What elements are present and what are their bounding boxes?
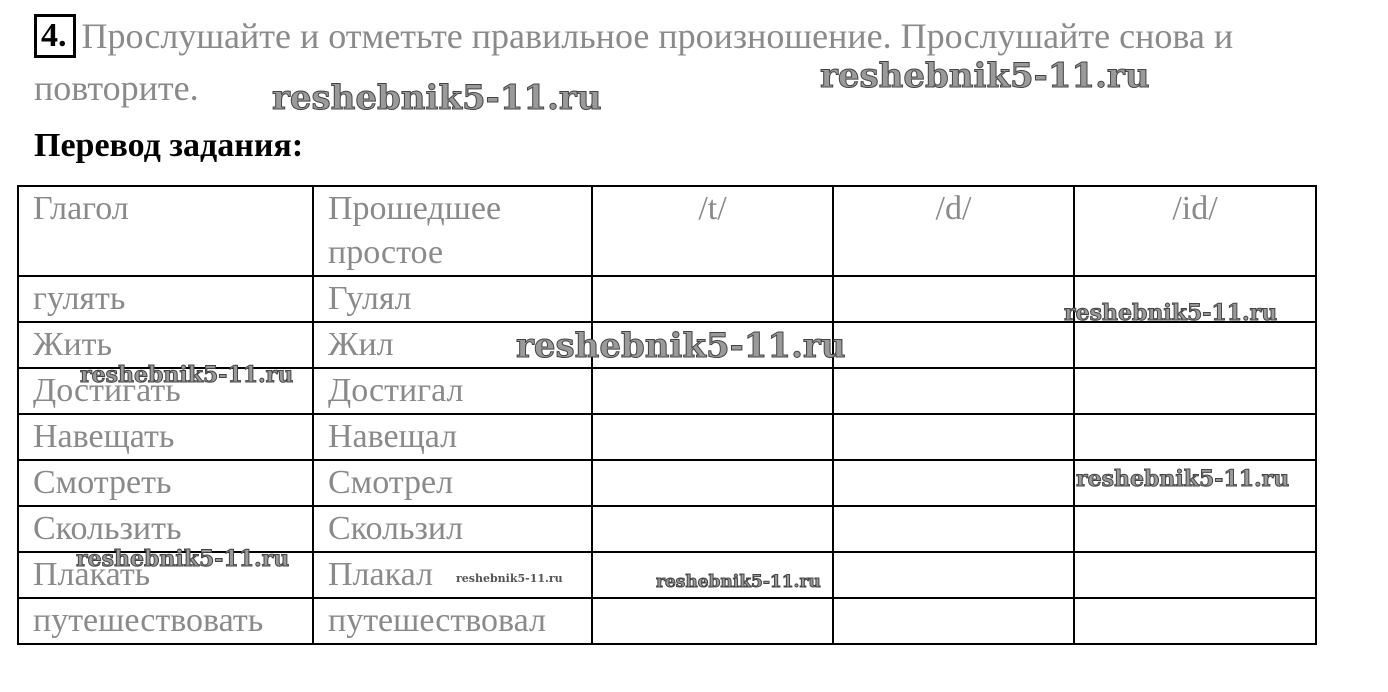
task-number-badge: 4.	[34, 14, 76, 58]
watermark: reshebnik5-11.ru	[656, 572, 821, 592]
watermark: reshebnik5-11.ru	[76, 546, 290, 572]
past-cell: Смотрел	[313, 460, 592, 506]
past-cell: Достигал	[313, 368, 592, 414]
watermark: reshebnik5-11.ru	[80, 362, 294, 388]
d-cell[interactable]	[833, 414, 1074, 460]
watermark: reshebnik5-11.ru	[1076, 466, 1290, 492]
past-cell: Плакал	[313, 552, 592, 598]
watermark: reshebnik5-11.ru	[456, 572, 563, 585]
verb-cell: Смотреть	[18, 460, 313, 506]
t-cell[interactable]	[592, 322, 833, 368]
t-cell[interactable]	[592, 368, 833, 414]
verb-cell: путешествовать	[18, 598, 313, 644]
watermark: reshebnik5-11.ru	[272, 78, 602, 118]
t-cell[interactable]	[592, 460, 833, 506]
id-cell[interactable]	[1074, 552, 1316, 598]
t-cell[interactable]	[592, 598, 833, 644]
t-cell[interactable]	[592, 414, 833, 460]
d-cell[interactable]	[833, 598, 1074, 644]
task-instruction	[34, 10, 1334, 114]
header-d: /d/	[833, 186, 1074, 276]
d-cell[interactable]	[833, 506, 1074, 552]
table-header-row	[18, 186, 1316, 276]
table-row	[18, 276, 1316, 322]
table-row	[18, 506, 1316, 552]
t-cell[interactable]	[592, 506, 833, 552]
watermark: reshebnik5-11.ru	[516, 326, 846, 366]
id-cell[interactable]	[1074, 276, 1316, 322]
table-row	[18, 552, 1316, 598]
verb-cell: Достигать	[18, 368, 313, 414]
past-cell: Гулял	[313, 276, 592, 322]
past-cell: Навещал	[313, 414, 592, 460]
verb-cell: Навещать	[18, 414, 313, 460]
translation-heading: Перевод задания:	[34, 127, 304, 164]
header-verb: Глагол	[18, 186, 313, 276]
id-cell[interactable]	[1074, 598, 1316, 644]
id-cell[interactable]	[1074, 506, 1316, 552]
t-cell[interactable]	[592, 276, 833, 322]
watermark: reshebnik5-11.ru	[1064, 300, 1278, 326]
table-row	[18, 322, 1316, 368]
d-cell[interactable]	[833, 460, 1074, 506]
table-row	[18, 598, 1316, 644]
task-text: Прослушайте и отметьте правильное произношение. Прослушайте снова и повторите.	[34, 16, 1234, 108]
watermark: reshebnik5-11.ru	[820, 56, 1150, 96]
table-row	[18, 414, 1316, 460]
table-row	[18, 460, 1316, 506]
id-cell[interactable]	[1074, 460, 1316, 506]
past-cell: путешествовал	[313, 598, 592, 644]
verb-cell: Скользить	[18, 506, 313, 552]
id-cell[interactable]	[1074, 368, 1316, 414]
verb-cell: гулять	[18, 276, 313, 322]
id-cell[interactable]	[1074, 322, 1316, 368]
verbs-table	[17, 185, 1317, 645]
past-cell: Скользил	[313, 506, 592, 552]
t-cell[interactable]	[592, 552, 833, 598]
d-cell[interactable]	[833, 322, 1074, 368]
header-id: /id/	[1074, 186, 1316, 276]
d-cell[interactable]	[833, 368, 1074, 414]
table-row	[18, 368, 1316, 414]
verb-cell: Плакать	[18, 552, 313, 598]
d-cell[interactable]	[833, 276, 1074, 322]
id-cell[interactable]	[1074, 414, 1316, 460]
header-past-simple: Прошедшее простое	[313, 186, 592, 276]
header-t: /t/	[592, 186, 833, 276]
d-cell[interactable]	[833, 552, 1074, 598]
verb-cell: Жить	[18, 322, 313, 368]
past-cell: Жил	[313, 322, 592, 368]
